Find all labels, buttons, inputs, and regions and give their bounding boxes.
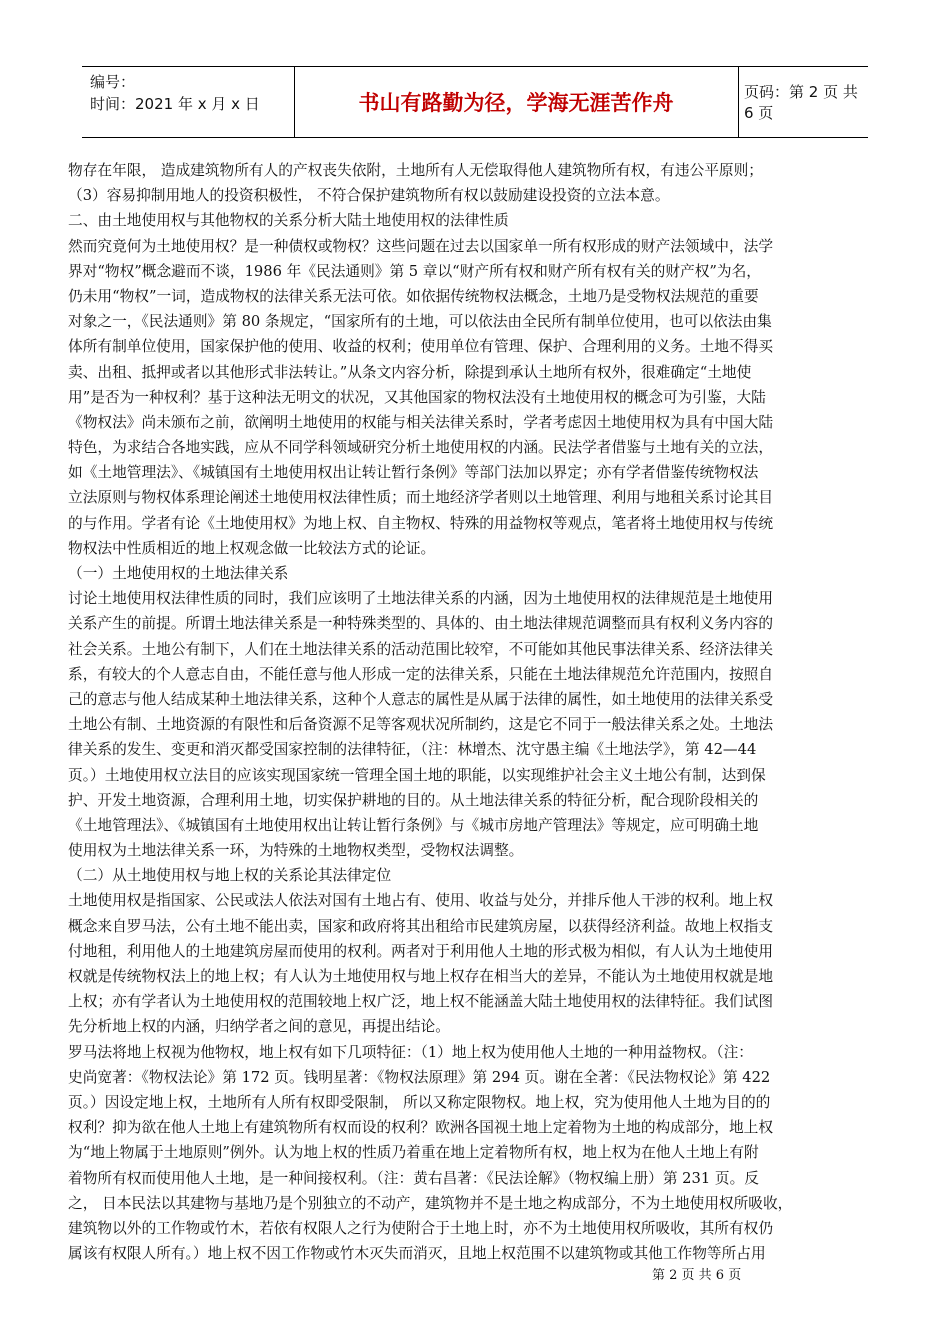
- body-line: 卖、出租、抵押或者以其他形式非法转让。”从条文内容分析，除提到承认土地所有权外，很难确定“土地使: [68, 363, 752, 381]
- body-line: 关系产生的前提。所谓土地法律关系是一种特殊类型的、具体的、由土地法律规范调整而具有权利义务内容的: [68, 615, 774, 633]
- body-line: 之， 日本民法以其建物与基地乃是个别独立的不动产，建筑物并不是土地之构成部分，不为土地使用权所吸收，: [68, 1194, 793, 1212]
- body-line: 概念来自罗马法，公有土地不能出卖，国家和政府将其出租给市民建筑房屋，以获得经济利益。故地上权指支: [68, 917, 774, 935]
- document-number-label: 编号：: [90, 73, 136, 91]
- body-line: 先分析地上权的内涵，归纳学者之间的意见，再提出结论。: [68, 1018, 450, 1036]
- body-line: 《土地管理法》、《城镇国有土地使用权出让转让暂行条例》与《城市房地产管理法》等规定，应可明确土地: [68, 816, 759, 834]
- body-line: 讨论土地使用权法律性质的同时，我们应该明了土地法律关系的内涵，因为土地使用权的法律规范是土地使用: [68, 590, 774, 608]
- body-line: 社会关系。土地公有制下，人们在土地法律关系的活动范围比较窄，不可能如其他民事法律关系、经济法律关: [68, 640, 774, 658]
- body-line: 史尚宽著：《物权法论》第 172 页。钱明星著：《物权法原理》第 294 页。谢在全著：《民法物权论》第 422: [68, 1068, 771, 1086]
- body-line: 物权法中性质相近的地上权观念做一比较法方式的论证。: [68, 539, 436, 557]
- body-line: 的与作用。学者有论《土地使用权》为地上权、自主物权、特殊的用益物权等观点，笔者将土地使用权与传统: [68, 514, 774, 532]
- body-line: 页。）土地使用权立法目的应该实现国家统一管理全国土地的职能，以实现维护社会主义土地公有制，达到保: [68, 766, 766, 784]
- page-footer: 第 2 页 共 6 页: [652, 1268, 742, 1283]
- body-line: 使用权为土地法律关系一环，为特殊的土地物权类型，受物权法调整。: [68, 842, 524, 860]
- body-line: 页。）因设定地上权，土地所有人所有权即受限制， 所以又称定限物权。地上权，究为使用他人土地为目的的: [68, 1093, 771, 1111]
- body-line: 《物权法》尚未颁布之前，欲阐明土地使用的权能与相关法律关系时，学者考虑因土地使用权为具有中国大陆: [68, 413, 774, 431]
- body-line: 权利？抑为欲在他人土地上有建筑物所有权而设的权利？欧洲各国视土地上定着物为土地的构成部分，地上权: [68, 1119, 774, 1137]
- body-line: 如《土地管理法》、《城镇国有土地使用权出让转让暂行条例》等部门法加以界定；亦有学者借鉴传统物权法: [68, 464, 759, 482]
- body-line: 仍未用“物权”一词，造成物权的法律关系无法可依。如依据传统物权法概念，土地乃是受物权法规范的重要: [68, 287, 759, 305]
- body-line: 立法原则与物权体系理论阐述土地使用权法律性质；而土地经济学者则以土地管理、利用与地租关系讨论其目: [68, 489, 774, 507]
- body-line: 着物所有权而使用他人土地，是一种间接权利。（注：黄右昌著：《民法诠解》（物权编上册）第 231 页。反: [68, 1169, 759, 1187]
- page-header: [82, 66, 868, 138]
- body-line: 界对“物权”概念避而不谈，1986 年《民法通则》第 5 章以“财产所有权和财产所有权有关的财产权”为名，: [68, 262, 761, 280]
- body-line: 建筑物以外的工作物或竹木，若依有权限人之行为使附合于土地上时，亦不为土地使用权所吸收，其所有权仍: [68, 1219, 774, 1237]
- body-line: 系，有较大的个人意志自由，不能任意与他人形成一定的法律关系，只能在土地法律规范允许范围内，按照自: [68, 665, 774, 683]
- body-line: 权就是传统物权法上的地上权；有人认为土地使用权与地上权存在相当大的差异，不能认为土地使用权就是地: [68, 968, 774, 985]
- body-line: 护、开发土地资源，合理利用土地，切实保护耕地的目的。从土地法律关系的特征分析，配合现阶段相关的: [68, 791, 759, 809]
- header-meta: [90, 71, 290, 115]
- body-line: 体所有制单位使用，国家保护他的使用、收益的权利；使用单位有管理、保护、合理利用的义务。土地不得买: [68, 338, 774, 356]
- header-divider-right: [738, 67, 739, 137]
- body-line: 罗马法将地上权视为他物权，地上权有如下几项特征：（1）地上权为使用他人土地的一种用益物权。（注：: [68, 1043, 753, 1061]
- body-line: 土地使用权是指国家、公民或法人依法对国有土地占有、使用、收益与处分，并排斥他人干涉的权利。地上权: [68, 892, 774, 910]
- body-line: 付地租，利用他人的土地建筑房屋而使用的权利。两者对于利用他人土地的形式极为相似，有人认为土地使用: [68, 942, 774, 960]
- body-line: 土地公有制、土地资源的有限性和后备资源不足等客观状况所制约，这是它不同于一般法律关系之处。土地法: [68, 716, 774, 734]
- document-body: [68, 158, 884, 1266]
- body-line: （3）容易抑制用地人的投资积极性， 不符合保护建筑物所有权以鼓励建设投资的立法本意。: [68, 187, 670, 205]
- body-line: 用”是否为一种权利？基于这种法无明文的状况，又其他国家的物权法没有土地使用权的概念可为引鉴，大陆: [68, 388, 766, 406]
- body-line: 特色，为求结合各地实践，应从不同学科领域研究分析土地使用权的内涵。民法学者借鉴与土地有关的立法，: [68, 439, 774, 457]
- document-date-label: 时间：2021 年 x 月 x 日: [90, 95, 260, 113]
- body-line: 上权；亦有学者认为土地使用权的范围较地上权广泛，地上权不能涵盖大陆土地使用权的法律特征。我们试图: [68, 993, 774, 1011]
- body-line: 属该有权限人所有。）地上权不因工作物或竹木灭失而消灭，且地上权范围不以建筑物或其他工作物等所占用: [68, 1245, 766, 1263]
- body-line: 己的意志与他人结成某种土地法律关系，这种个人意志的属性是从属于法律的属性，如土地使用的法律关系受: [68, 690, 774, 708]
- body-line: 对象之一，《民法通则》第 80 条规定，“国家所有的土地，可以依法由全民所有制单位使用，也可以依法由集: [68, 313, 772, 331]
- header-page-label: 页码：第 2 页 共 6 页: [744, 83, 858, 122]
- body-line: （二）从土地使用权与地上权的关系论其法律定位: [68, 867, 392, 885]
- body-line: 然而究竟何为土地使用权？是一种债权或物权？这些问题在过去以国家单一所有权形成的财产法领域中，法学: [68, 237, 774, 255]
- body-line: 为“地上物属于土地原则”例外。认为地上权的性质乃着重在地上定着物所有权，地上权为在他人土地上有附: [68, 1144, 759, 1162]
- header-motto: 书山有路勤为径，学海无涯苦作舟: [358, 91, 674, 115]
- body-line: 律关系的发生、变更和消灭都受国家控制的法律特征，（注：林增杰、沈守愚主编《土地法学》，第 42—44: [68, 741, 757, 759]
- body-line: （一）土地使用权的土地法律关系: [68, 565, 289, 582]
- body-line: 二、由土地使用权与其他物权的关系分析大陆土地使用权的法律性质: [68, 212, 509, 230]
- body-line: 物存在年限， 造成建筑物所有人的产权丧失依附，土地所有人无偿取得他人建筑物所有权，有违公平原则；: [68, 162, 763, 179]
